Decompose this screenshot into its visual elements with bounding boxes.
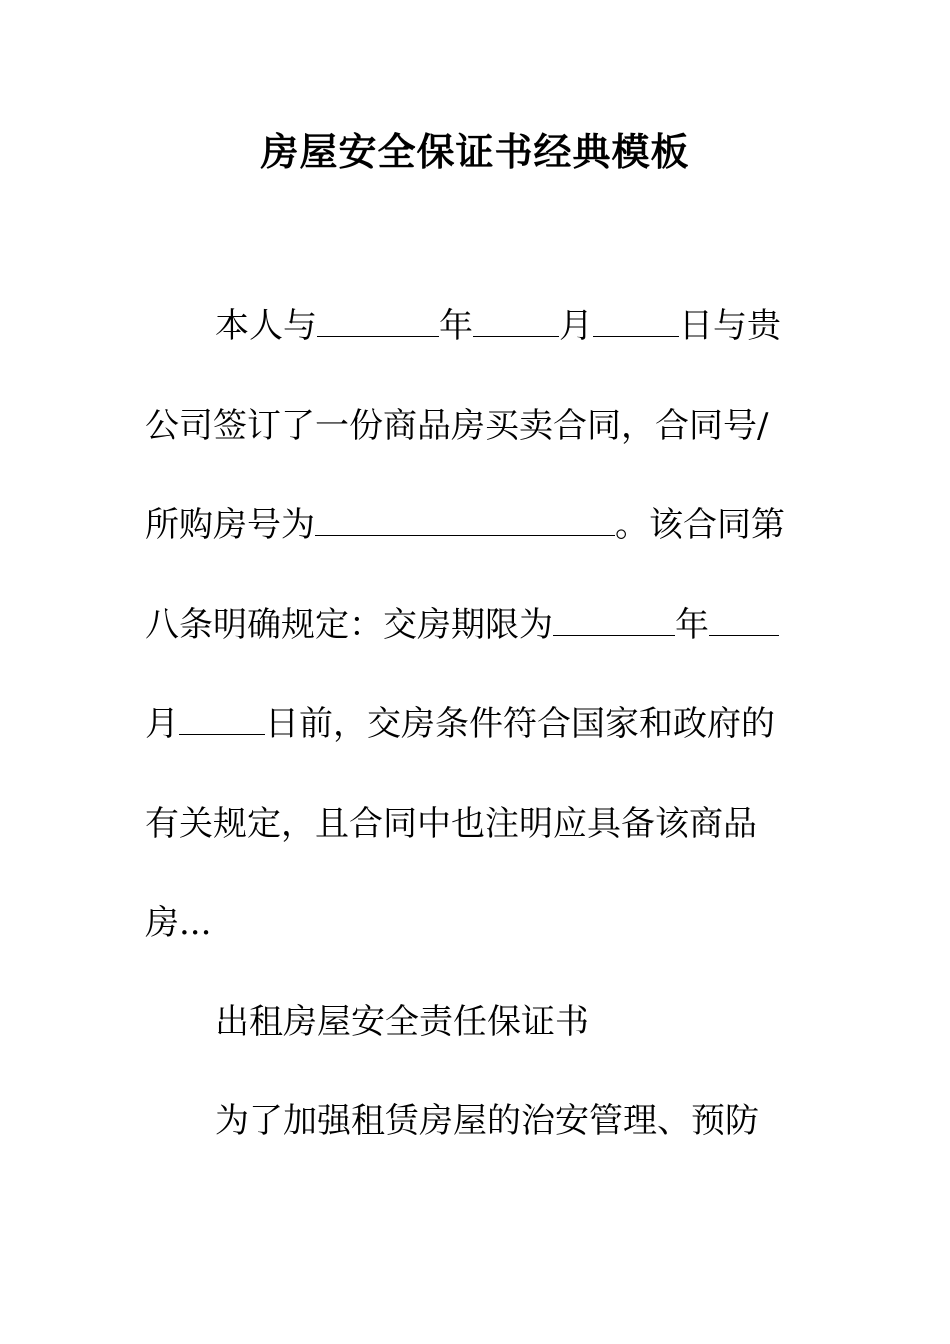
blank-field-contract-number[interactable] [315,505,615,536]
text-segment: 八条明确规定：交房期限为 [145,605,553,645]
blank-field-deadline-day[interactable] [179,704,265,735]
paragraph-line: 房... [145,903,212,943]
paragraph-line [215,302,875,350]
text-segment: 所购房号为 [145,505,315,545]
paragraph-line [145,601,805,649]
text-segment: 日与贵 [679,306,781,346]
text-segment: 年 [675,605,709,645]
blank-field-year[interactable] [317,306,439,337]
blank-field-day[interactable] [593,306,679,337]
text-segment: 月 [559,306,593,346]
text-segment: 日前，交房条件符合国家和政府的 [265,704,775,744]
paragraph-line: 公司签订了一份商品房买卖合同，合同号/ [145,406,769,446]
document-title: 房屋安全保证书经典模板 [260,129,690,174]
text-segment: 年 [439,306,473,346]
text-segment: 本人与 [215,306,317,346]
paragraph-line [145,501,805,549]
text-segment: 月 [145,704,179,744]
blank-field-deadline-month[interactable] [709,605,779,636]
paragraph-line: 有关规定，且合同中也注明应具备该商品 [145,804,757,844]
paragraph-line: 为了加强租赁房屋的治安管理、预防 [215,1101,759,1141]
section-subtitle: 出租房屋安全责任保证书 [215,1002,589,1042]
text-segment: 。该合同第 [615,505,785,545]
blank-field-deadline-year[interactable] [553,605,675,636]
blank-field-month[interactable] [473,306,559,337]
paragraph-line [145,700,805,748]
